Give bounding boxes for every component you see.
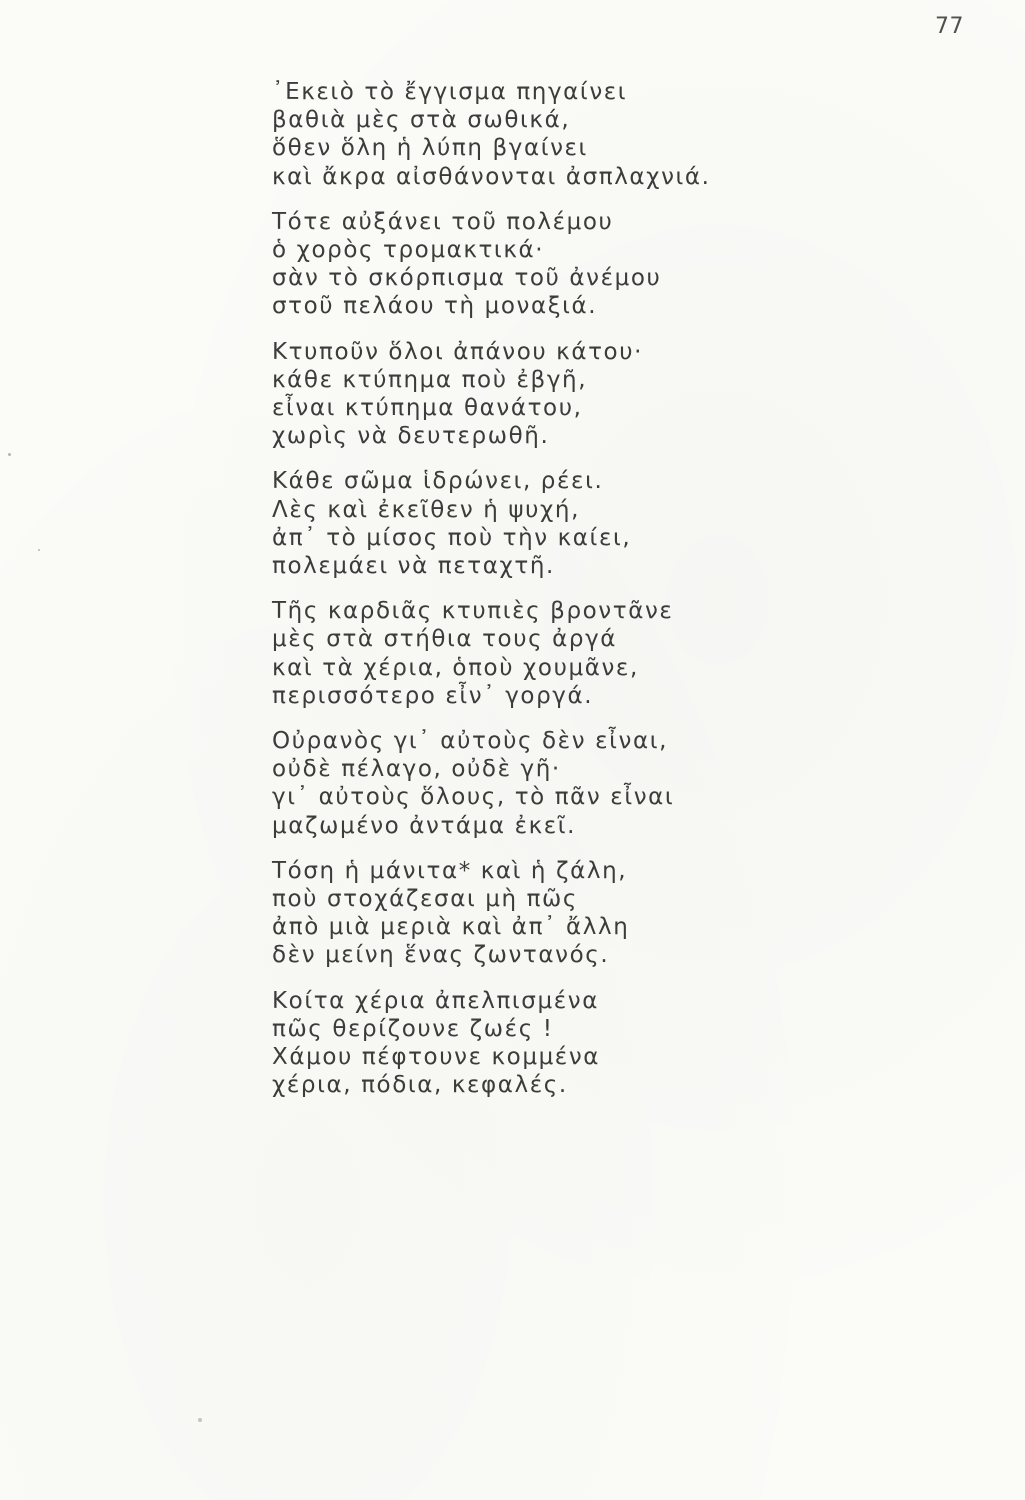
poem-line: Λὲς καὶ ἐκεῖθεν ἡ ψυχή, — [272, 496, 580, 523]
stanza — [272, 467, 972, 580]
poem-line: Τόση ἡ μάνιτα* καὶ ἡ ζάλη, — [272, 857, 628, 884]
poem-line: βαθιὰ μὲς στὰ σωθικά, — [272, 107, 571, 134]
stanza — [272, 727, 972, 840]
poem-line: μαζωμένο ἀντάμα ἐκεῖ. — [272, 812, 577, 839]
poem-line: γι᾿ αὐτοὺς ὅλους, τὸ πᾶν εἶναι — [272, 784, 675, 811]
poem-line: χωρὶς νὰ δευτερωθῆ. — [272, 423, 550, 450]
stanza — [272, 597, 972, 710]
poem-line: ᾿Εκειὸ τὸ ἔγγισμα πηγαίνει — [272, 79, 628, 105]
poem-line: στοῦ πελάου τὴ μοναξιά. — [272, 293, 598, 320]
poem-line: περισσότερο εἶν᾿ γοργά. — [272, 682, 594, 709]
poem-line: ποὺ στοχάζεσαι μὴ πῶς — [272, 886, 578, 913]
poem-line: Κτυποῦν ὅλοι ἀπάνου κάτου· — [272, 338, 644, 365]
poem-line: ὅθεν ὅλη ἡ λύπη βγαίνει — [272, 135, 588, 162]
poem-line: δὲν μείνη ἕνας ζωντανός. — [272, 942, 610, 969]
stanza — [272, 338, 972, 451]
paper-speck — [198, 1418, 202, 1422]
poem-body — [272, 78, 972, 1117]
paper-speck — [38, 549, 40, 551]
poem-line: εἶναι κτύπημα θανάτου, — [272, 395, 583, 422]
poem-line: χέρια, πόδια, κεφαλές. — [272, 1072, 568, 1099]
stanza — [272, 987, 972, 1100]
paper-speck — [8, 453, 11, 456]
poem-line: πῶς θερίζουνε ζωές ! — [272, 1015, 554, 1042]
poem-line: Τότε αὐξάνει τοῦ πολέμου — [272, 208, 614, 235]
poem-line: Χάμου πέφτουνε κομμένα — [272, 1044, 601, 1071]
stanza — [272, 857, 972, 970]
poem-line: πολεμάει νὰ πεταχτῆ. — [272, 553, 555, 580]
page-number: 77 — [935, 14, 964, 39]
poem-line: καὶ ἄκρα αἰσθάνονται ἀσπλαχνιά. — [272, 163, 711, 190]
poem-line: Κάθε σῶμα ἱδρώνει, ρέει. — [272, 468, 604, 495]
poem-line: καὶ τὰ χέρια, ὁποὺ χουμᾶνε, — [272, 654, 639, 681]
poem-line: ἀπ᾿ τὸ μίσος ποὺ τὴν καίει, — [272, 524, 632, 551]
poem-line: οὐδὲ πέλαγο, οὐδὲ γῆ· — [272, 756, 561, 783]
poem-line: Οὐρανὸς γι᾿ αὐτοὺς δὲν εἶναι, — [272, 728, 668, 755]
poem-line: κάθε κτύπημα ποὺ ἐβγῆ, — [272, 366, 588, 393]
poem-line: Κοίτα χέρια ἀπελπισμένα — [272, 987, 599, 1014]
stanza — [272, 78, 972, 191]
poem-line: σὰν τὸ σκόρπισμα τοῦ ἀνέμου — [272, 265, 662, 292]
poem-line: Τῆς καρδιᾶς κτυπιὲς βροντᾶνε — [272, 598, 674, 625]
poem-line: μὲς στὰ στήθια τους ἀργά — [272, 626, 618, 653]
poem-line: ἀπὸ μιὰ μεριὰ καὶ ἀπ᾿ ἄλλη — [272, 914, 630, 941]
poem-line: ὁ χορὸς τρομακτικά· — [272, 237, 545, 264]
stanza — [272, 208, 972, 321]
